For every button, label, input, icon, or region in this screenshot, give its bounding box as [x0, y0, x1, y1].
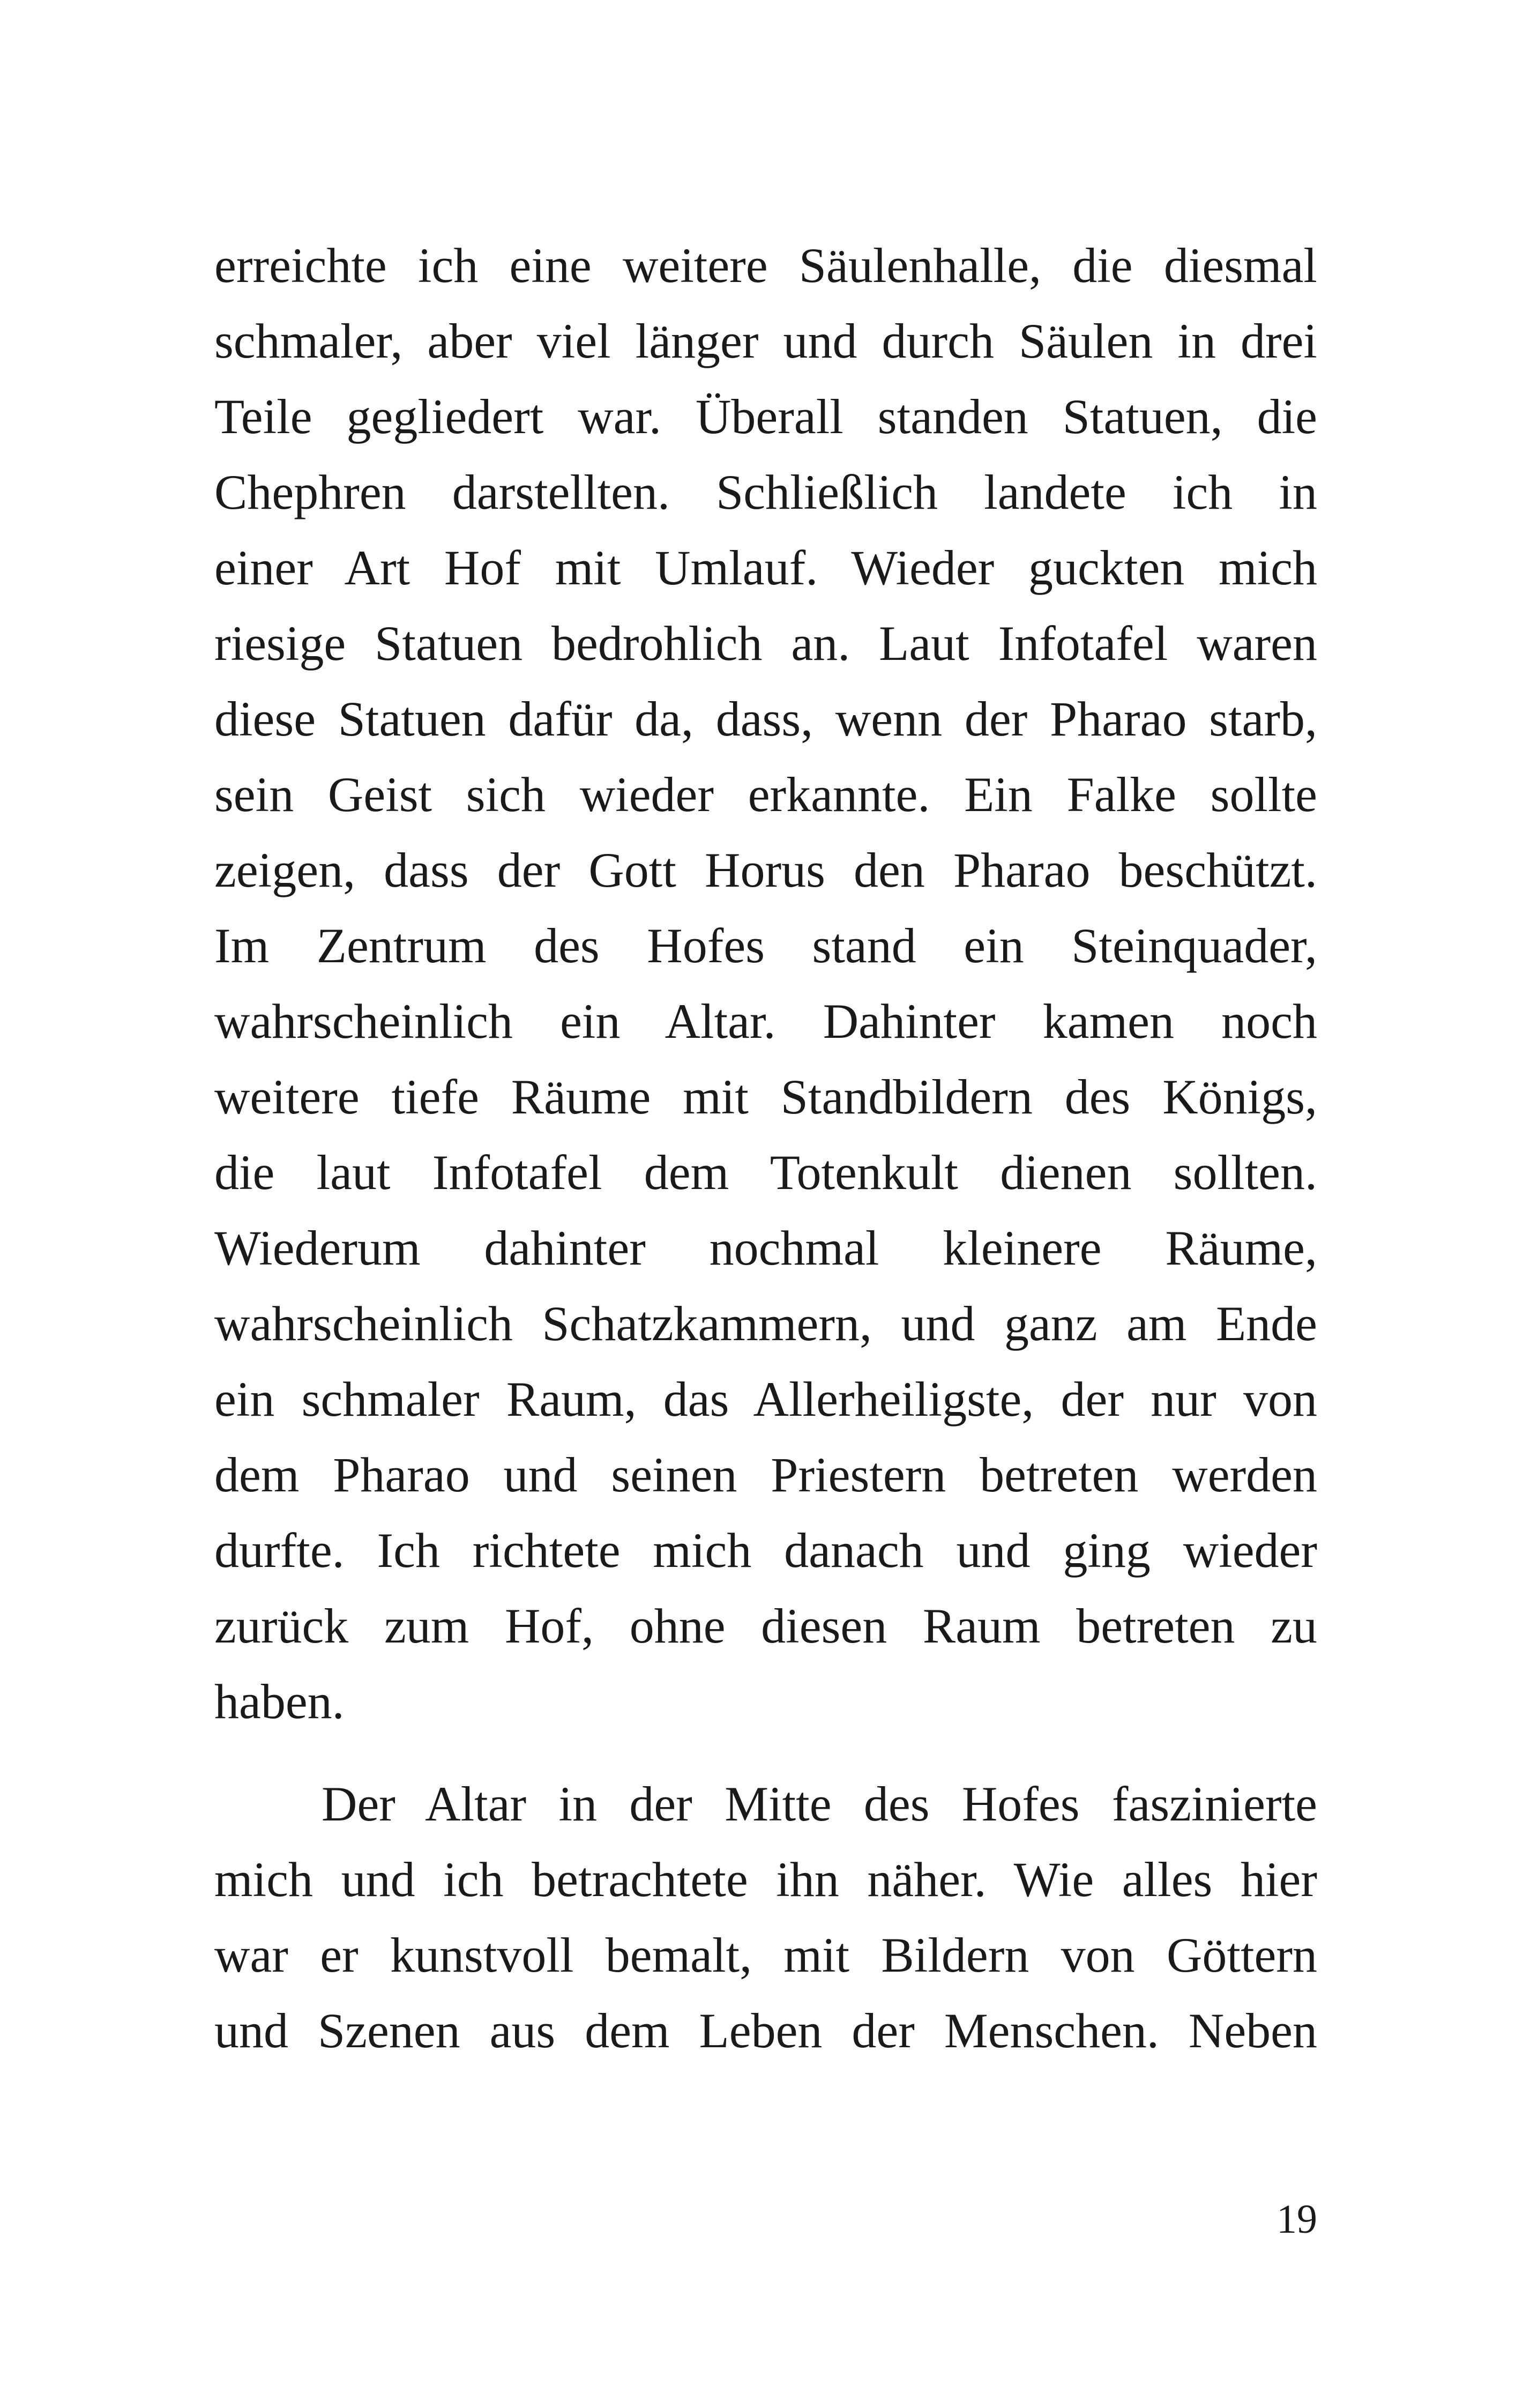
- text-line: sein Geist sich wieder erkannte. Ein Falke sollte: [214, 767, 1317, 822]
- text-line: und Szenen aus dem Leben der Menschen. Neben: [214, 2003, 1317, 2058]
- paragraph-1: [214, 228, 1317, 1740]
- text-line: riesige Statuen bedrohlich an. Laut Infotafel waren: [214, 616, 1317, 671]
- text-line: die laut Infotafel dem Totenkult dienen sollten.: [214, 1145, 1317, 1200]
- text-line: ein schmaler Raum, das Allerheiligste, der nur von: [214, 1372, 1317, 1426]
- text-line: zeigen, dass der Gott Horus den Pharao beschützt.: [214, 843, 1317, 897]
- text-line: Im Zentrum des Hofes stand ein Steinquader,: [214, 918, 1317, 973]
- text-line: schmaler, aber viel länger und durch Säulen in drei: [214, 314, 1317, 368]
- text-line: diese Statuen dafür da, dass, wenn der Pharao starb,: [214, 692, 1317, 746]
- text-line: haben.: [214, 1674, 345, 1729]
- text-line: Der Altar in der Mitte des Hofes faszinierte: [322, 1777, 1317, 1831]
- paragraph-2: [214, 1766, 1317, 2069]
- text-line: mich und ich betrachtete ihn näher. Wie alles hier: [214, 1852, 1317, 1907]
- text-line: weitere tiefe Räume mit Standbildern des Königs,: [214, 1069, 1317, 1124]
- text-line: Teile gegliedert war. Überall standen Statuen, die: [214, 389, 1317, 444]
- text-line: zurück zum Hof, ohne diesen Raum betreten zu: [214, 1599, 1317, 1653]
- text-line: erreichte ich eine weitere Säulenhalle, die diesmal: [214, 238, 1317, 293]
- text-line: einer Art Hof mit Umlauf. Wieder guckten mich: [214, 540, 1317, 595]
- body-text: [214, 228, 1317, 2069]
- text-line: durfte. Ich richtete mich danach und ging wieder: [214, 1523, 1317, 1578]
- text-line: Wiederum dahinter nochmal kleinere Räume,: [214, 1221, 1317, 1275]
- page-number: 19: [1276, 2197, 1317, 2242]
- text-line: Chephren darstellten. Schließlich landete ich in: [214, 465, 1317, 519]
- paragraph-spacer: [214, 1740, 1317, 1766]
- text-line: war er kunstvoll bemalt, mit Bildern von Göttern: [214, 1928, 1317, 1982]
- text-line: dem Pharao und seinen Priestern betreten werden: [214, 1447, 1317, 1502]
- text-line: wahrscheinlich ein Altar. Dahinter kamen noch: [214, 994, 1317, 1049]
- text-line: wahrscheinlich Schatzkammern, und ganz am Ende: [214, 1296, 1317, 1351]
